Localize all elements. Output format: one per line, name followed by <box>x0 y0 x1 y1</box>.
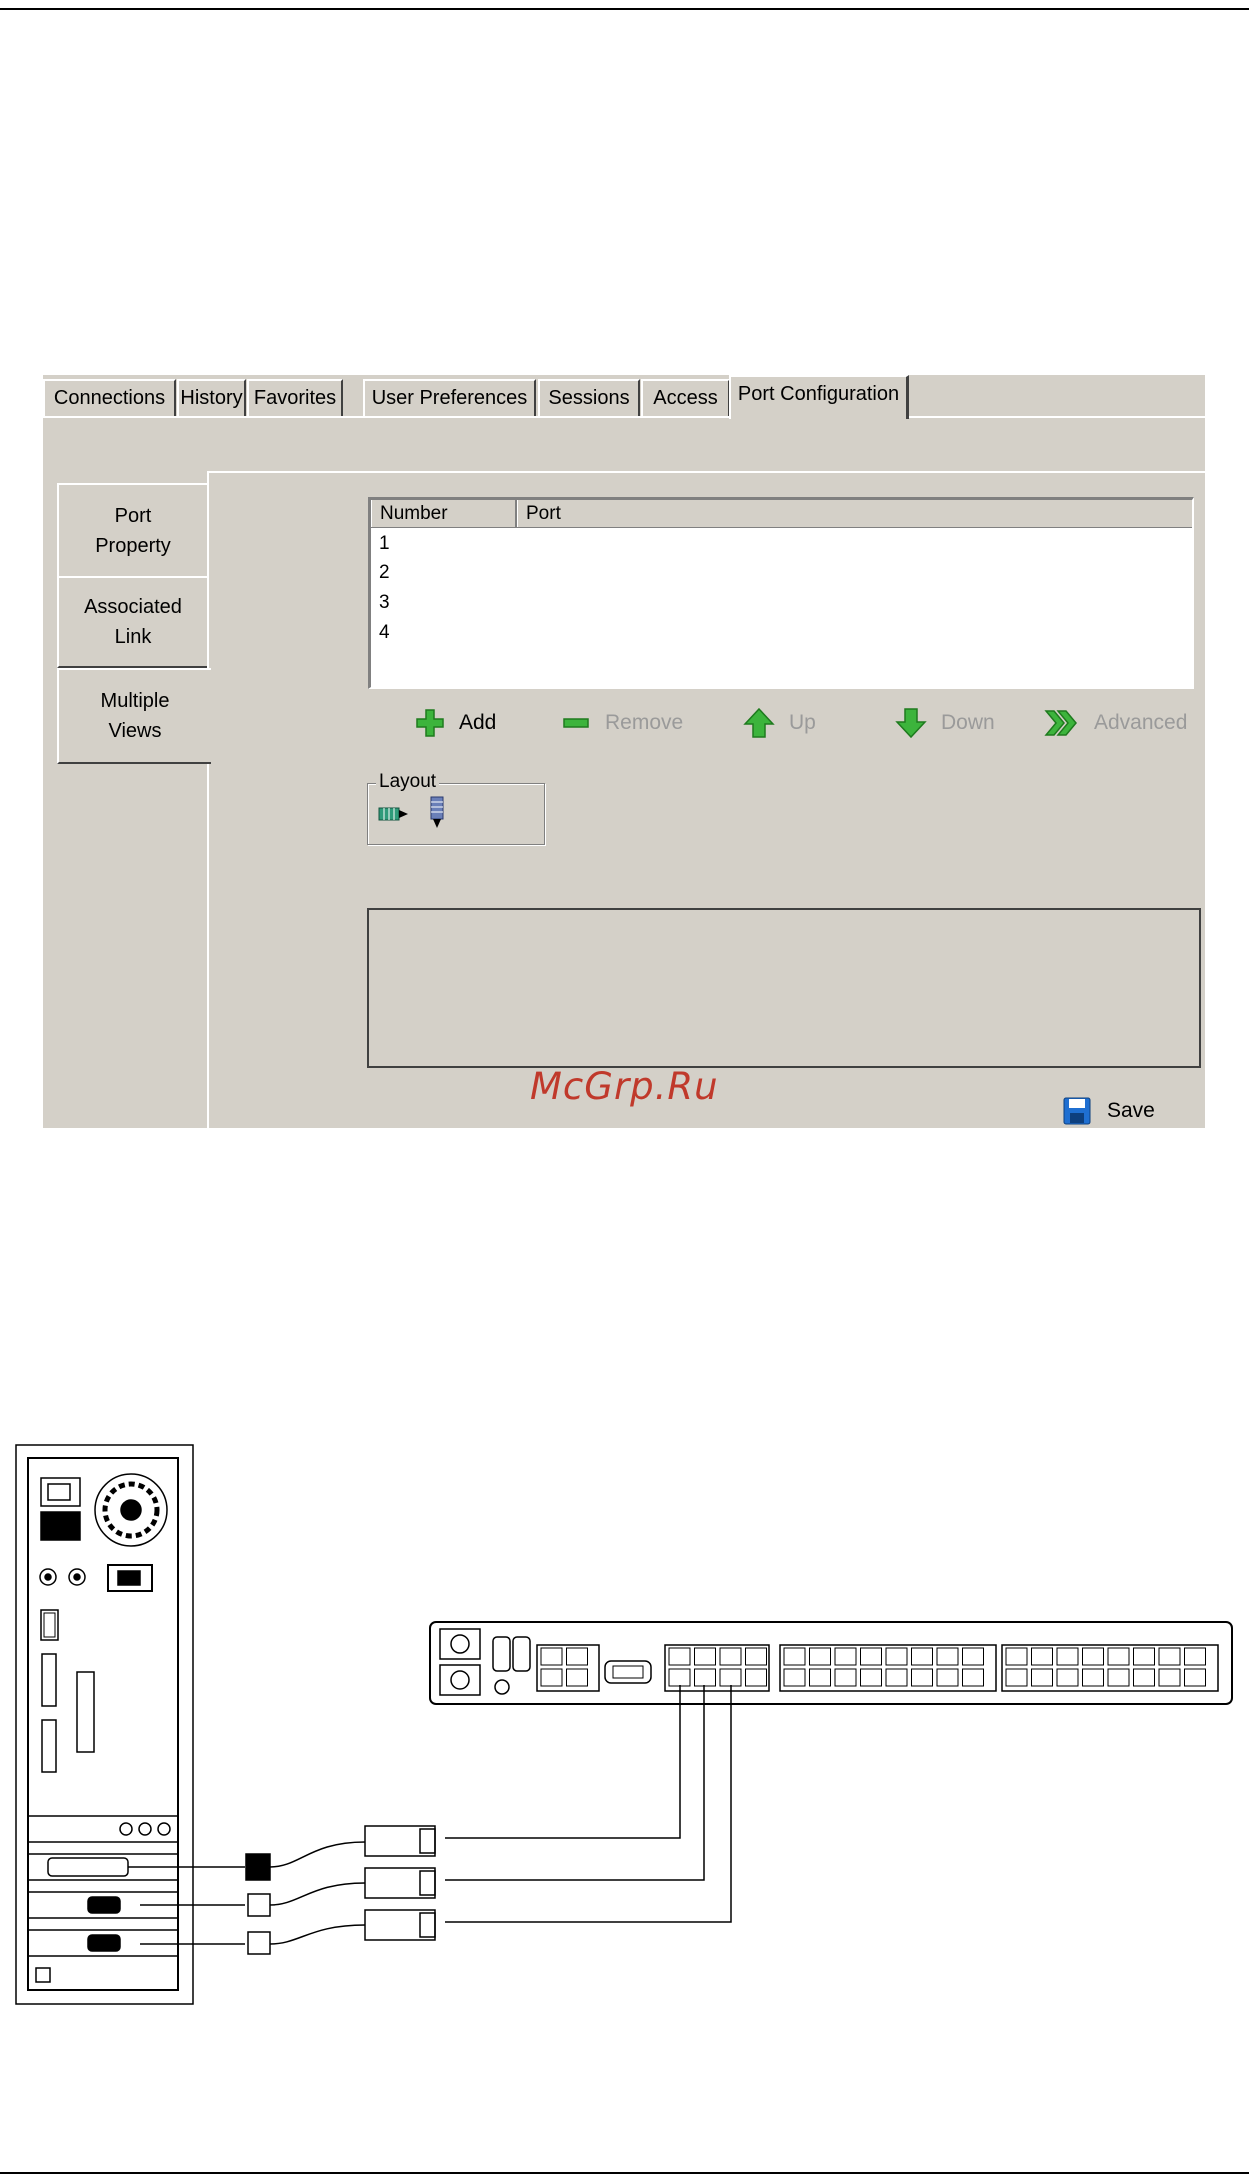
rj45-port <box>1057 1648 1078 1665</box>
arrow-up-icon <box>743 707 775 739</box>
add-button[interactable] <box>415 705 496 741</box>
rj45-port <box>963 1648 984 1665</box>
rj45-port <box>912 1669 933 1686</box>
rj45-port <box>835 1648 856 1665</box>
rj45-port <box>746 1648 767 1665</box>
info-box <box>367 908 1201 1068</box>
tab-divider <box>43 416 1205 418</box>
rj45-port <box>541 1648 562 1665</box>
down-button[interactable] <box>895 705 995 741</box>
remove-button[interactable] <box>561 705 683 741</box>
column-number[interactable]: Number <box>371 500 517 527</box>
rj45-port <box>669 1669 690 1686</box>
rj45-port <box>1006 1669 1027 1686</box>
port-list[interactable] <box>368 497 1194 689</box>
tab-port-configuration[interactable]: Port Configuration <box>729 375 909 419</box>
rj45-port <box>784 1669 805 1686</box>
side-tab-associated-link[interactable]: Associated Link <box>57 576 207 668</box>
rj45-port <box>1083 1648 1104 1665</box>
rj45-port <box>937 1648 958 1665</box>
rj45-port <box>861 1669 882 1686</box>
layout-label: Layout <box>376 770 439 794</box>
side-tab-multiple-views[interactable]: Multiple Views <box>57 668 211 764</box>
port-configuration-screenshot <box>43 375 1205 1128</box>
rj45-port <box>861 1648 882 1665</box>
save-label: Save <box>1107 1099 1155 1122</box>
rj45-port <box>695 1669 716 1686</box>
rj45-port <box>567 1648 588 1665</box>
floppy-disk-icon <box>1063 1097 1091 1125</box>
rj45-port <box>1185 1648 1206 1665</box>
rj45-port <box>746 1669 767 1686</box>
watermark: McGrp.Ru <box>530 1065 719 1108</box>
bottom-rule <box>0 2172 1249 2174</box>
top-rule <box>0 8 1249 10</box>
rj45-port <box>784 1648 805 1665</box>
horizontal-layout-icon[interactable] <box>378 802 410 826</box>
save-button[interactable] <box>1063 1097 1155 1125</box>
list-item[interactable]: 1 <box>379 533 390 554</box>
plus-icon <box>415 708 445 738</box>
arrow-down-icon <box>895 707 927 739</box>
double-chevron-icon <box>1044 707 1080 739</box>
list-item[interactable]: 2 <box>379 562 390 583</box>
rj45-port <box>1032 1648 1053 1665</box>
tab-sessions[interactable]: Sessions <box>538 379 640 416</box>
layout-group <box>367 771 545 845</box>
rj45-port <box>1159 1669 1180 1686</box>
rj45-port <box>886 1669 907 1686</box>
down-label: Down <box>941 711 995 734</box>
rj45-port <box>1185 1669 1206 1686</box>
rj45-port <box>669 1648 690 1665</box>
cables <box>128 1685 731 1954</box>
tab-favorites[interactable]: Favorites <box>247 379 343 416</box>
tab-history[interactable]: History <box>177 379 246 416</box>
rj45-port <box>1032 1669 1053 1686</box>
rj45-port <box>720 1669 741 1686</box>
rj45-port <box>1108 1648 1129 1665</box>
tab-connections[interactable]: Connections <box>43 379 176 416</box>
rj45-port <box>1108 1669 1129 1686</box>
rj45-port <box>912 1648 933 1665</box>
tab-bar <box>43 375 1205 417</box>
rj45-port <box>1083 1669 1104 1686</box>
vertical-layout-icon[interactable] <box>426 796 448 830</box>
list-header <box>371 500 1192 528</box>
rj45-port <box>1006 1648 1027 1665</box>
column-port[interactable]: Port <box>517 500 1192 527</box>
minus-icon <box>561 708 591 738</box>
list-item[interactable]: 3 <box>379 592 390 613</box>
rj45-port <box>810 1648 831 1665</box>
rj45-port <box>1159 1648 1180 1665</box>
up-label: Up <box>789 711 816 734</box>
rj45-port <box>567 1669 588 1686</box>
rj45-port <box>835 1669 856 1686</box>
rj45-port <box>886 1648 907 1665</box>
rj45-port <box>937 1669 958 1686</box>
rj45-port <box>810 1669 831 1686</box>
rj45-port <box>695 1648 716 1665</box>
rj45-port <box>541 1669 562 1686</box>
rj45-port <box>1134 1648 1155 1665</box>
list-item[interactable]: 4 <box>379 622 390 643</box>
computer-rear-panel <box>16 1445 193 2004</box>
tab-access[interactable]: Access <box>641 379 730 416</box>
rj45-port <box>963 1669 984 1686</box>
remove-label: Remove <box>605 711 684 734</box>
add-label: Add <box>459 711 497 734</box>
side-tab-port-property[interactable]: Port Property <box>57 483 207 578</box>
tab-user-preferences[interactable]: User Preferences <box>363 379 536 416</box>
rj45-port <box>720 1648 741 1665</box>
up-button[interactable] <box>743 705 816 741</box>
installation-diagram <box>0 1440 1249 2040</box>
kvm-port-grid <box>541 1648 1206 1686</box>
advanced-button[interactable] <box>1044 705 1187 741</box>
rj45-port <box>1134 1669 1155 1686</box>
rj45-port <box>1057 1669 1078 1686</box>
advanced-label: Advanced <box>1094 711 1188 734</box>
